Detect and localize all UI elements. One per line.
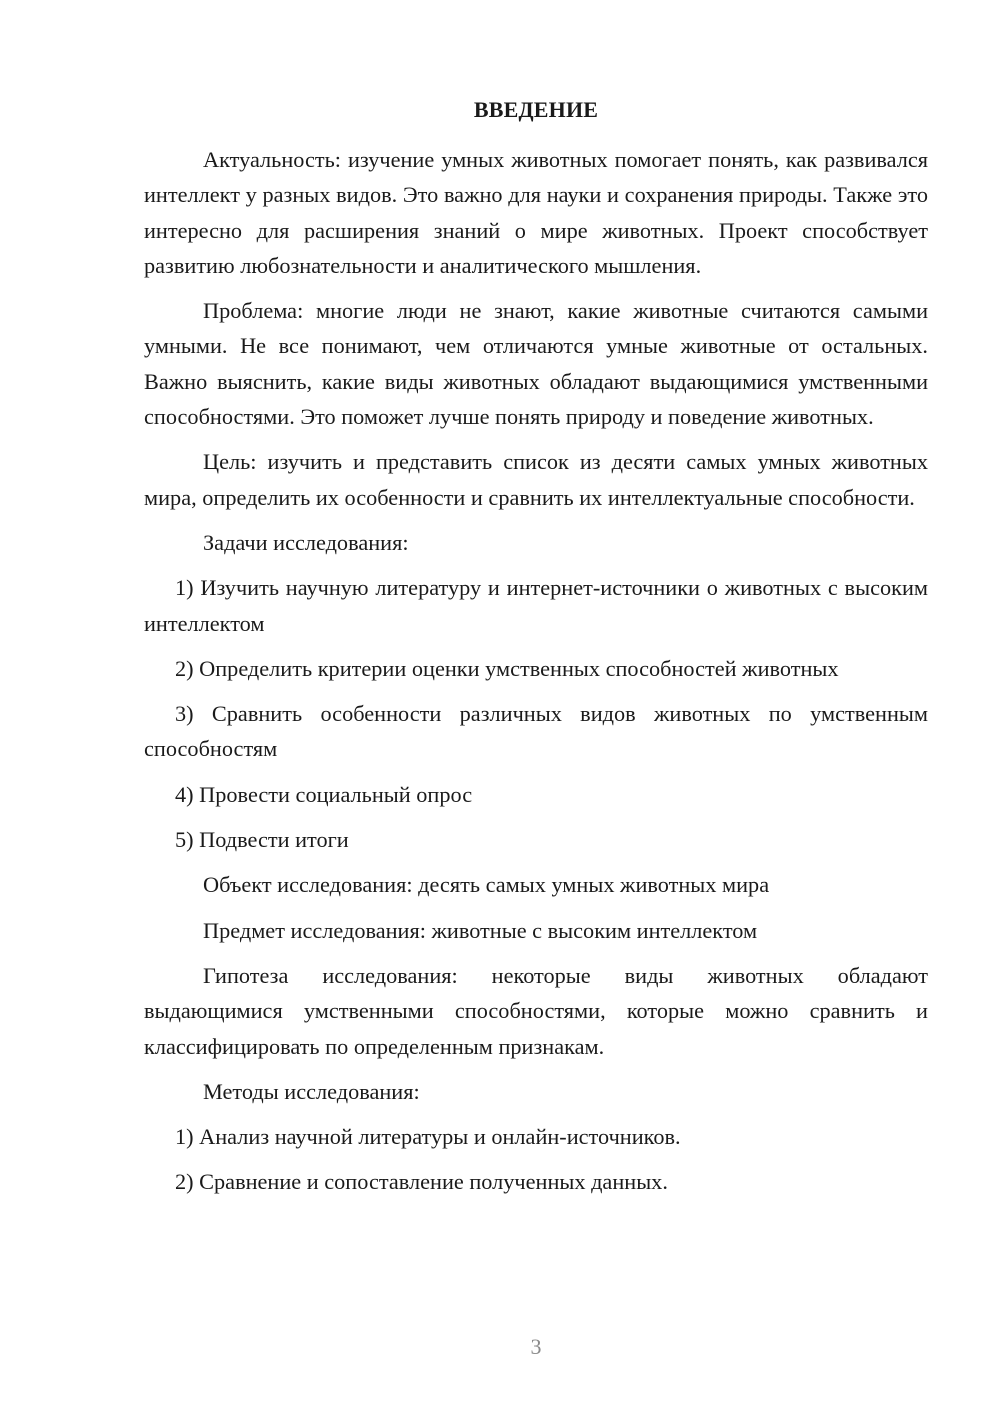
paragraph-relevance: Актуальность: изучение умных животных помогает понять, как развивался интеллект у разных видов. Это важно для науки и сохранения природы. Также это интересно для расширения знаний о мире животных. Проект способствует развитию любознательности и аналитического мышления. [144,147,928,278]
document-title: ВВЕДЕНИЕ [473,97,599,122]
research-hypothesis: Гипотеза исследования: некоторые виды животных обладают выдающимися умственными способностями, которые можно сравнить и классифицировать по определенным признакам. [144,962,928,1059]
task-item-1: 1) Изучить научную литературу и интернет-источники о животных с высоким интеллектом [144,575,928,636]
paragraph-goal: Цель: изучить и представить список из десяти самых умных животных мира, определить их особенности и сравнить их интеллектуальные способности. [144,449,928,510]
method-item-2: 2) Сравнение и сопоставление полученных данных. [175,1169,668,1195]
document-body [144,142,928,1200]
methods-heading: Методы исследования: [203,1078,420,1104]
task-item-2: 2) Определить критерии оценки умственных способностей животных [175,655,839,681]
research-object: Объект исследования: десять самых умных животных мира [203,872,770,898]
method-item-1: 1) Анализ научной литературы и онлайн-источников. [175,1124,681,1150]
task-item-3: 3) Сравнить особенности различных видов животных по умственным способностям [144,701,928,762]
task-item-5: 5) Подвести итоги [175,827,349,853]
tasks-heading: Задачи исследования: [203,529,409,555]
page-number: 3 [530,1334,542,1359]
research-subject: Предмет исследования: животные с высоким интеллектом [203,917,758,943]
paragraph-problem: Проблема: многие люди не знают, какие животные считаются самыми умными. Не все понимают, чем отличаются умные животные от остальных. Важно выяснить, какие виды животных обладают выдающимися умственными способностями. Это поможет лучше понять природу и поведение животных. [144,298,928,430]
task-item-4: 4) Провести социальный опрос [175,781,473,807]
